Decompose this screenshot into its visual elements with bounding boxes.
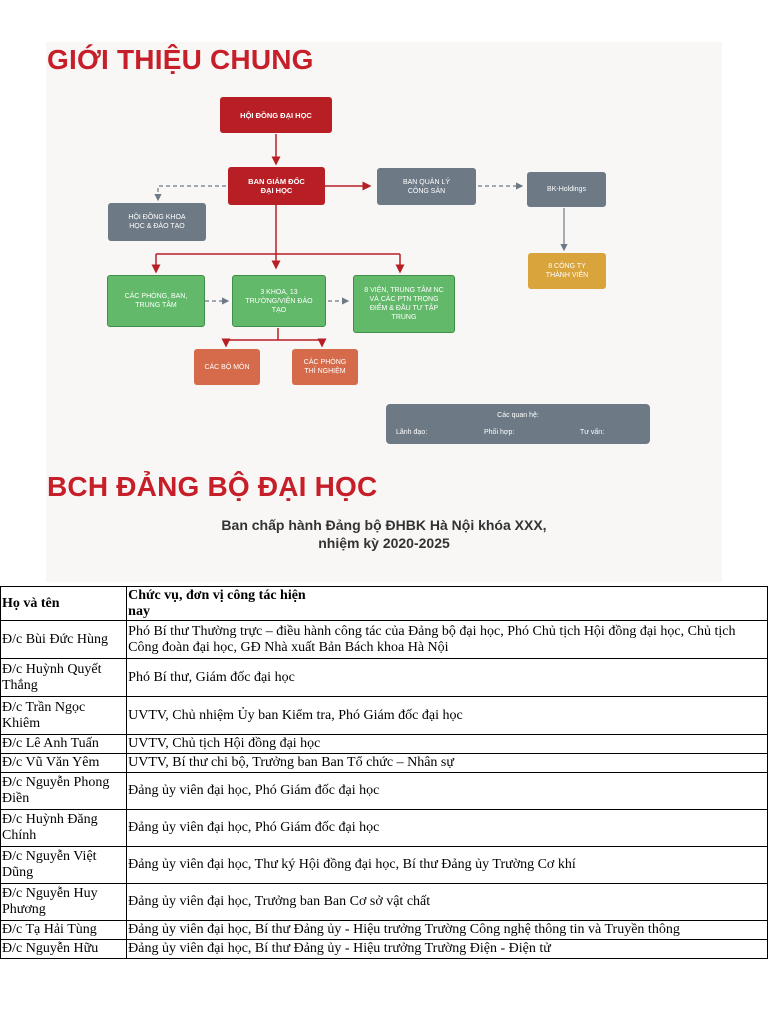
member-role: Đảng ủy viên đại học, Bí thư Đảng ủy - Hiệu trưởng Trường Công nghệ thông tin và Truyền thông <box>127 921 768 940</box>
org-node-vien: 8 VIỆN, TRUNG TÂM NC VÀ CÁC PTN TRỌNG ĐIỂM & ĐẦU TƯ TẬP TRUNG <box>353 275 455 333</box>
org-node-cac-phong: CÁC PHÒNG, BAN, TRUNG TÂM <box>107 275 205 327</box>
member-name: Đ/c Lê Anh Tuấn <box>1 735 127 754</box>
member-name: Đ/c Nguyễn Việt Dũng <box>1 847 127 884</box>
legend-lead: Lãnh đạo: <box>396 429 428 436</box>
member-role: Phó Bí thư, Giám đốc đại học <box>127 659 768 697</box>
member-name: Đ/c Tạ Hải Tùng <box>1 921 127 940</box>
table-row <box>1 659 768 697</box>
table-row <box>1 735 768 754</box>
table-row <box>1 621 768 659</box>
org-node-ban-quan-ly: BAN QUẢN LÝ CÔNG SẢN <box>377 168 476 205</box>
org-chart-legend <box>386 404 650 444</box>
org-node-bo-mon: CÁC BỘ MÔN <box>194 349 260 385</box>
org-node-cong-ty: 8 CÔNG TY THÀNH VIÊN <box>528 253 606 289</box>
org-node-hoi-dong-khoa-hoc: HỘI ĐỒNG KHOA HỌC & ĐÀO TẠO <box>108 203 206 241</box>
member-role: UVTV, Chủ nhiệm Ủy ban Kiểm tra, Phó Giám đốc đại học <box>127 697 768 735</box>
org-node-phong-thi-nghiem: CÁC PHÒNG THÍ NGHIỆM <box>292 349 358 385</box>
member-name: Đ/c Vũ Văn Yêm <box>1 754 127 773</box>
table-row <box>1 810 768 847</box>
member-name: Đ/c Huỳnh Quyết Thắng <box>1 659 127 697</box>
org-node-khoa: 3 KHOA, 13 TRƯỜNG/VIỆN ĐÀO TẠO <box>232 275 326 327</box>
section-title-bch: BCH ĐẢNG BỘ ĐẠI HỌC <box>47 471 378 502</box>
member-name: Đ/c Nguyễn Huy Phương <box>1 884 127 921</box>
table-header-row <box>1 587 768 621</box>
member-role: Đảng ủy viên đại học, Phó Giám đốc đại học <box>127 810 768 847</box>
members-table <box>0 586 768 959</box>
member-role: UVTV, Bí thư chi bộ, Trưởng ban Ban Tổ chức – Nhân sự <box>127 754 768 773</box>
table-row <box>1 754 768 773</box>
member-role: Phó Bí thư Thường trực – điều hành công tác của Đảng bộ đại học, Phó Chủ tịch Hội đồng đại học, Chủ tịch Công đoàn đại học, GĐ Nhà xuất Bản Bách khoa Hà Nội <box>127 621 768 659</box>
table-row <box>1 847 768 884</box>
section-title-intro: GIỚI THIỆU CHUNG <box>47 44 314 75</box>
org-node-hoi-dong-dai-hoc: HỘI ĐỒNG ĐẠI HỌC <box>220 97 332 133</box>
table-row <box>1 940 768 959</box>
legend-title: Các quan hệ: <box>497 412 539 419</box>
table-row <box>1 773 768 810</box>
table-row <box>1 884 768 921</box>
member-role: Đảng ủy viên đại học, Bí thư Đảng ủy - Hiệu trưởng Trường Điện - Điện tử <box>127 940 768 959</box>
legend-advise: Tư vấn: <box>580 429 605 436</box>
org-node-bk-holdings: BK-Holdings <box>527 172 606 207</box>
member-role: Đảng ủy viên đại học, Thư ký Hội đồng đại học, Bí thư Đảng ủy Trường Cơ khí <box>127 847 768 884</box>
col-header-role: Chức vụ, đơn vị công tác hiện nay <box>127 587 768 621</box>
member-role: UVTV, Chủ tịch Hội đồng đại học <box>127 735 768 754</box>
member-name: Đ/c Huỳnh Đăng Chính <box>1 810 127 847</box>
org-node-ban-giam-doc: BAN GIÁM ĐỐC ĐẠI HỌC <box>228 167 325 205</box>
legend-coop: Phối hợp: <box>484 429 515 436</box>
table-row <box>1 921 768 940</box>
member-role: Đảng ủy viên đại học, Phó Giám đốc đại học <box>127 773 768 810</box>
subtitle-line-2: nhiệm kỳ 2020-2025 <box>318 535 450 551</box>
table-row <box>1 697 768 735</box>
member-name: Đ/c Trần Ngọc Khiêm <box>1 697 127 735</box>
member-role: Đảng ủy viên đại học, Trưởng ban Ban Cơ sở vật chất <box>127 884 768 921</box>
subtitle-line-1: Ban chấp hành Đảng bộ ĐHBK Hà Nội khóa XXX, <box>221 517 547 533</box>
member-name: Đ/c Nguyễn Hữu <box>1 940 127 959</box>
member-name: Đ/c Bùi Đức Hùng <box>1 621 127 659</box>
member-name: Đ/c Nguyễn Phong Điền <box>1 773 127 810</box>
col-header-name: Họ và tên <box>1 587 127 621</box>
